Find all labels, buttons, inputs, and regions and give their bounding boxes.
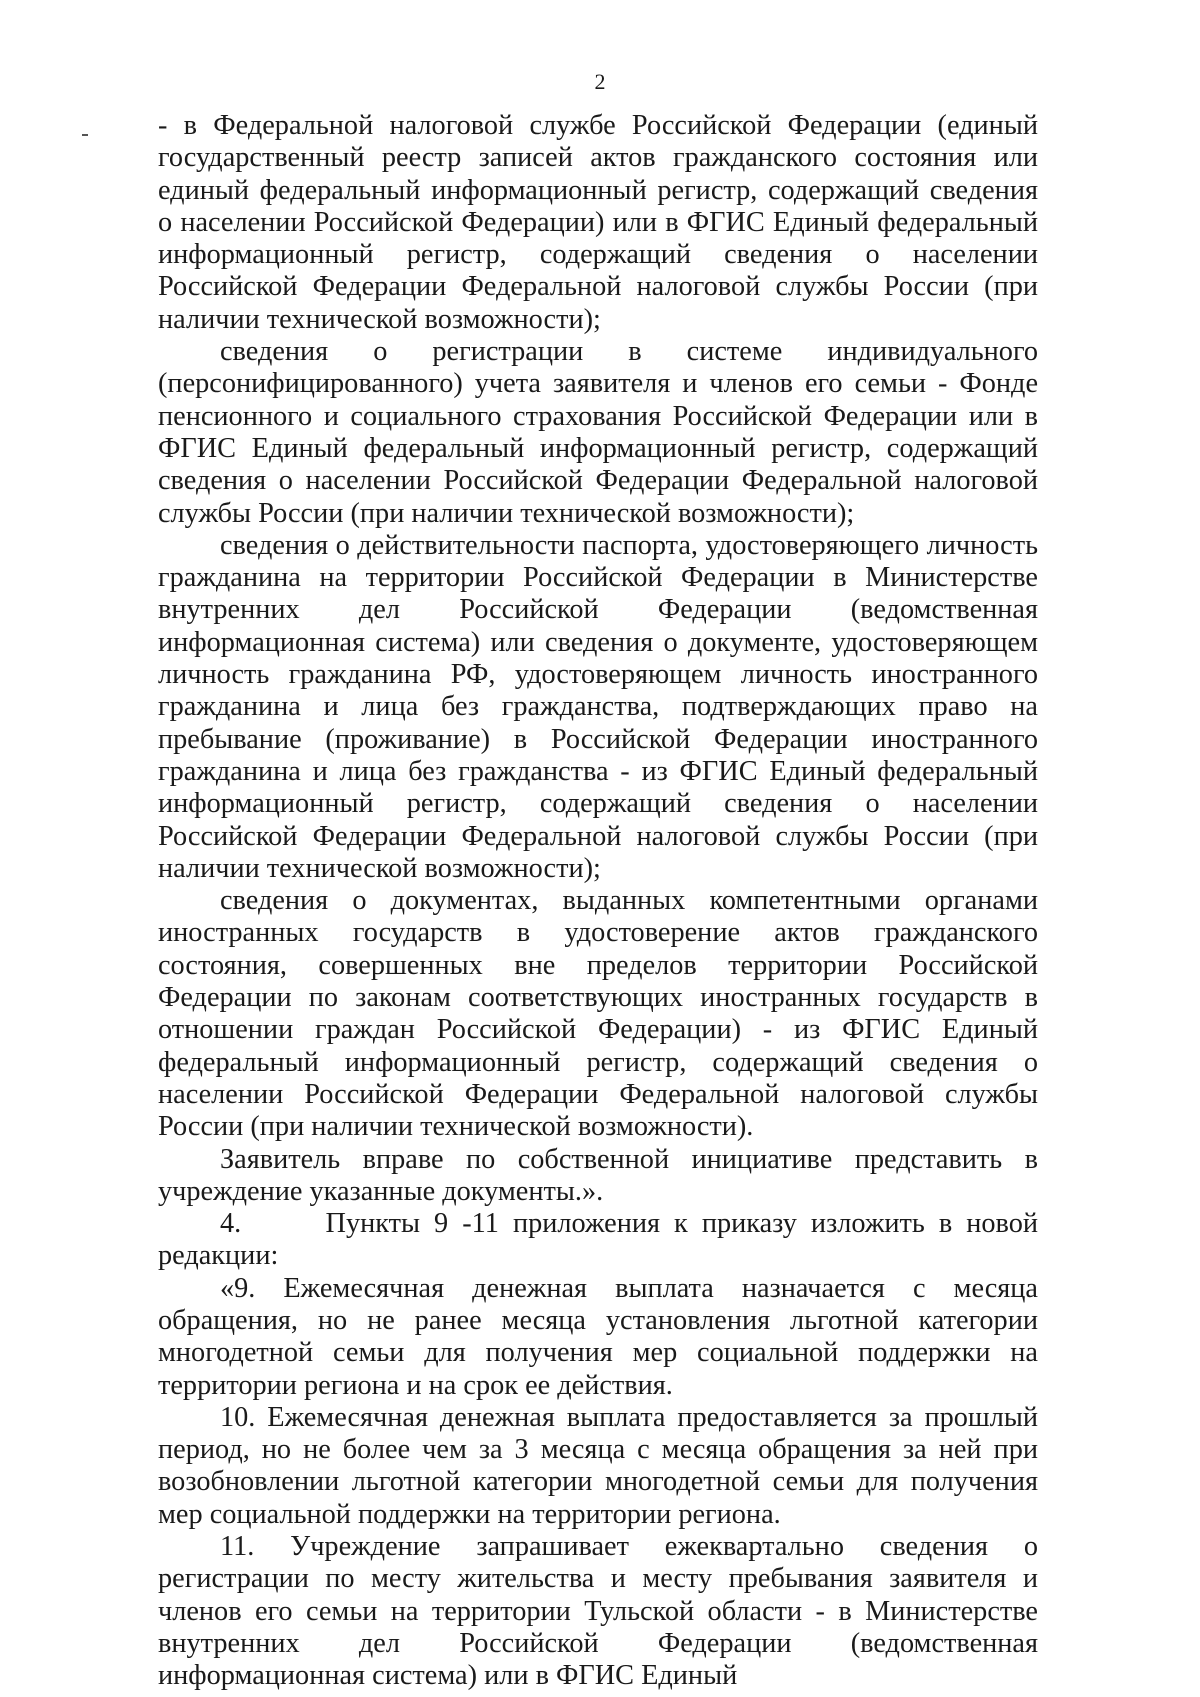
paragraph-item-11: 11. Учреждение запрашивает ежеквартально сведения о регистрации по месту жительства и месту пребывания заявителя и членов его семьи на территории Тульской области - в Министерстве внутренних дел Российской Федерации (ведомственная информационная система) или в ФГИС Единый bbox=[158, 1531, 1038, 1692]
paragraph-applicant-right: Заявитель вправе по собственной инициативе представить в учреждение указанные документы.». bbox=[158, 1143, 1038, 1207]
paragraph-item-10: 10. Ежемесячная денежная выплата предоставляется за прошлый период, но не более чем за 3 месяца с месяца обращения за ней при возобновлении льготной категории многодетной семьи для получения мер социальной поддержки на территории региона. bbox=[158, 1401, 1038, 1530]
scan-artifact-mark bbox=[82, 134, 88, 136]
paragraph-passport-validity: сведения о действительности паспорта, удостоверяющего личность гражданина на территории Российской Федерации в Министерстве внутренних дел Российской Федерации (ведомственная информационная система) или сведения о документе, удостоверяющем личность гражданина РФ, удостоверяющем личность иностранного гражданина и лица без гражданства, подтверждающих право на пребывание (проживание) в Российской Федерации иностранного гражданина и лица без гражданства - из ФГИС Единый федеральный информационный регистр, содержащий сведения о населении Российской Федерации Федеральной налоговой службы России (при наличии технической возможности); bbox=[158, 529, 1038, 884]
paragraph-item-9: «9. Ежемесячная денежная выплата назначается с месяца обращения, но не ранее месяца установления льготной категории многодетной семьи для получения мер социальной поддержки на территории региона и на срок ее действия. bbox=[158, 1272, 1038, 1401]
paragraph-personified-accounting: сведения о регистрации в системе индивидуального (персонифицированного) учета заявителя и членов его семьи - Фонде пенсионного и социального страхования Российской Федерации или в ФГИС Единый федеральный информационный регистр, содержащий сведения о населении Российской Федерации Федеральной налоговой службы России (при наличии технической возможности); bbox=[158, 336, 1038, 529]
document-body bbox=[158, 110, 1046, 1693]
paragraph-fns-registry: - в Федеральной налоговой службе Российской Федерации (единый государственный реестр записей актов гражданского состояния или единый федеральный информационный регистр, содержащий сведения о населении Российской Федерации) или в ФГИС Единый федеральный информационный регистр, содержащий сведения о населении Российской Федерации Федеральной налоговой службы России (при наличии технической возможности); bbox=[158, 110, 1038, 335]
paragraph-item-4: 4. Пункты 9 -11 приложения к приказу изложить в новой редакции: bbox=[158, 1208, 1046, 1272]
page-number: 2 bbox=[594, 69, 606, 94]
paragraph-foreign-documents: сведения о документах, выданных компетентными органами иностранных государств в удостоверение актов гражданского состояния, совершенных вне пределов территории Российской Федерации по законам соответствующих иностранных государств в отношении граждан Российской Федерации) - из ФГИС Единый федеральный информационный регистр, содержащий сведения о населении Российской Федерации Федеральной налоговой службы России (при наличии технической возможности). bbox=[158, 885, 1038, 1143]
